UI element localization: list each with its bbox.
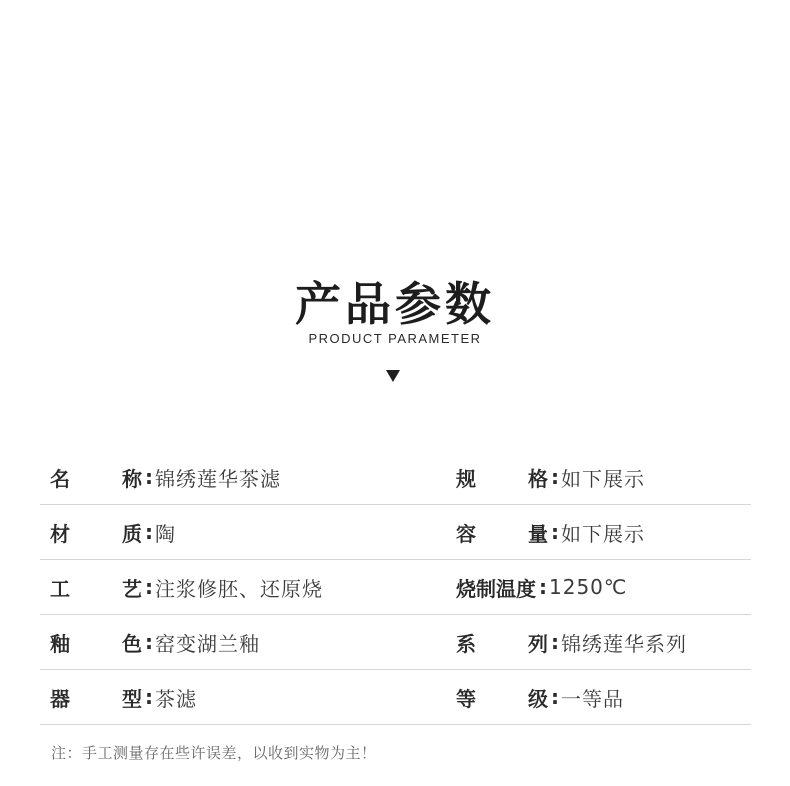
label-char: 称 [122, 466, 142, 491]
param-label [456, 628, 548, 657]
param-spec [456, 450, 746, 504]
colon: : [145, 630, 153, 654]
colon: : [145, 465, 153, 489]
label-char: 材 [50, 521, 70, 546]
param-type [50, 670, 430, 724]
label-char: 质 [122, 521, 142, 546]
label-char: 规 [456, 466, 476, 491]
page-title: 产品参数 [295, 277, 495, 331]
label-char: 釉 [50, 631, 70, 656]
param-label: 烧制温度 [456, 576, 536, 601]
label-char: 器 [50, 686, 70, 711]
param-capacity [456, 505, 746, 559]
table-row [40, 450, 751, 505]
colon: : [551, 685, 559, 709]
colon: : [539, 575, 547, 599]
label-char: 型 [122, 686, 142, 711]
label-char: 量 [528, 521, 548, 546]
label-char: 色 [122, 631, 142, 656]
label-char: 系 [456, 631, 476, 656]
param-label [50, 628, 142, 657]
colon: : [145, 520, 153, 544]
param-glaze [50, 615, 430, 669]
param-grade [456, 670, 746, 724]
label-char: 容 [456, 521, 476, 546]
param-value: 窑变湖兰釉 [155, 631, 260, 656]
colon: : [145, 575, 153, 599]
table-row [40, 615, 751, 670]
measurement-note: 注：手工测量存在些许误差，以收到实物为主！ [51, 744, 377, 762]
param-name [50, 450, 430, 504]
colon: : [551, 465, 559, 489]
down-arrow-icon [386, 370, 400, 382]
table-row [40, 670, 751, 725]
param-value: 如下展示 [561, 521, 645, 546]
param-value: 一等品 [561, 686, 624, 711]
param-series [456, 615, 746, 669]
param-firing-temperature [456, 560, 746, 614]
table-row [40, 560, 751, 615]
label-char: 等 [456, 686, 476, 711]
param-label [50, 573, 142, 602]
param-value: 锦绣莲华系列 [561, 631, 687, 656]
param-label [50, 518, 142, 547]
colon: : [145, 685, 153, 709]
table-row [40, 505, 751, 560]
param-label [50, 683, 142, 712]
param-value: 锦绣莲华茶滤 [155, 466, 281, 491]
param-craft [50, 560, 430, 614]
label-char: 名 [50, 466, 70, 491]
param-value: 如下展示 [561, 466, 645, 491]
label-char: 格 [528, 466, 548, 491]
param-label [456, 683, 548, 712]
page-subtitle: PRODUCT PARAMETER [308, 331, 482, 346]
param-value: 注浆修胚、还原烧 [155, 576, 323, 601]
param-label [456, 463, 548, 492]
param-value: 茶滤 [155, 686, 197, 711]
param-material [50, 505, 430, 559]
label-char: 工 [50, 576, 70, 601]
label-char: 列 [528, 631, 548, 656]
colon: : [551, 520, 559, 544]
param-value: 陶 [155, 521, 176, 546]
label-char: 级 [528, 686, 548, 711]
label-char: 艺 [122, 576, 142, 601]
colon: : [551, 630, 559, 654]
param-label [456, 518, 548, 547]
parameter-table [40, 450, 751, 725]
param-label [50, 463, 142, 492]
param-value: 1250℃ [549, 575, 628, 599]
